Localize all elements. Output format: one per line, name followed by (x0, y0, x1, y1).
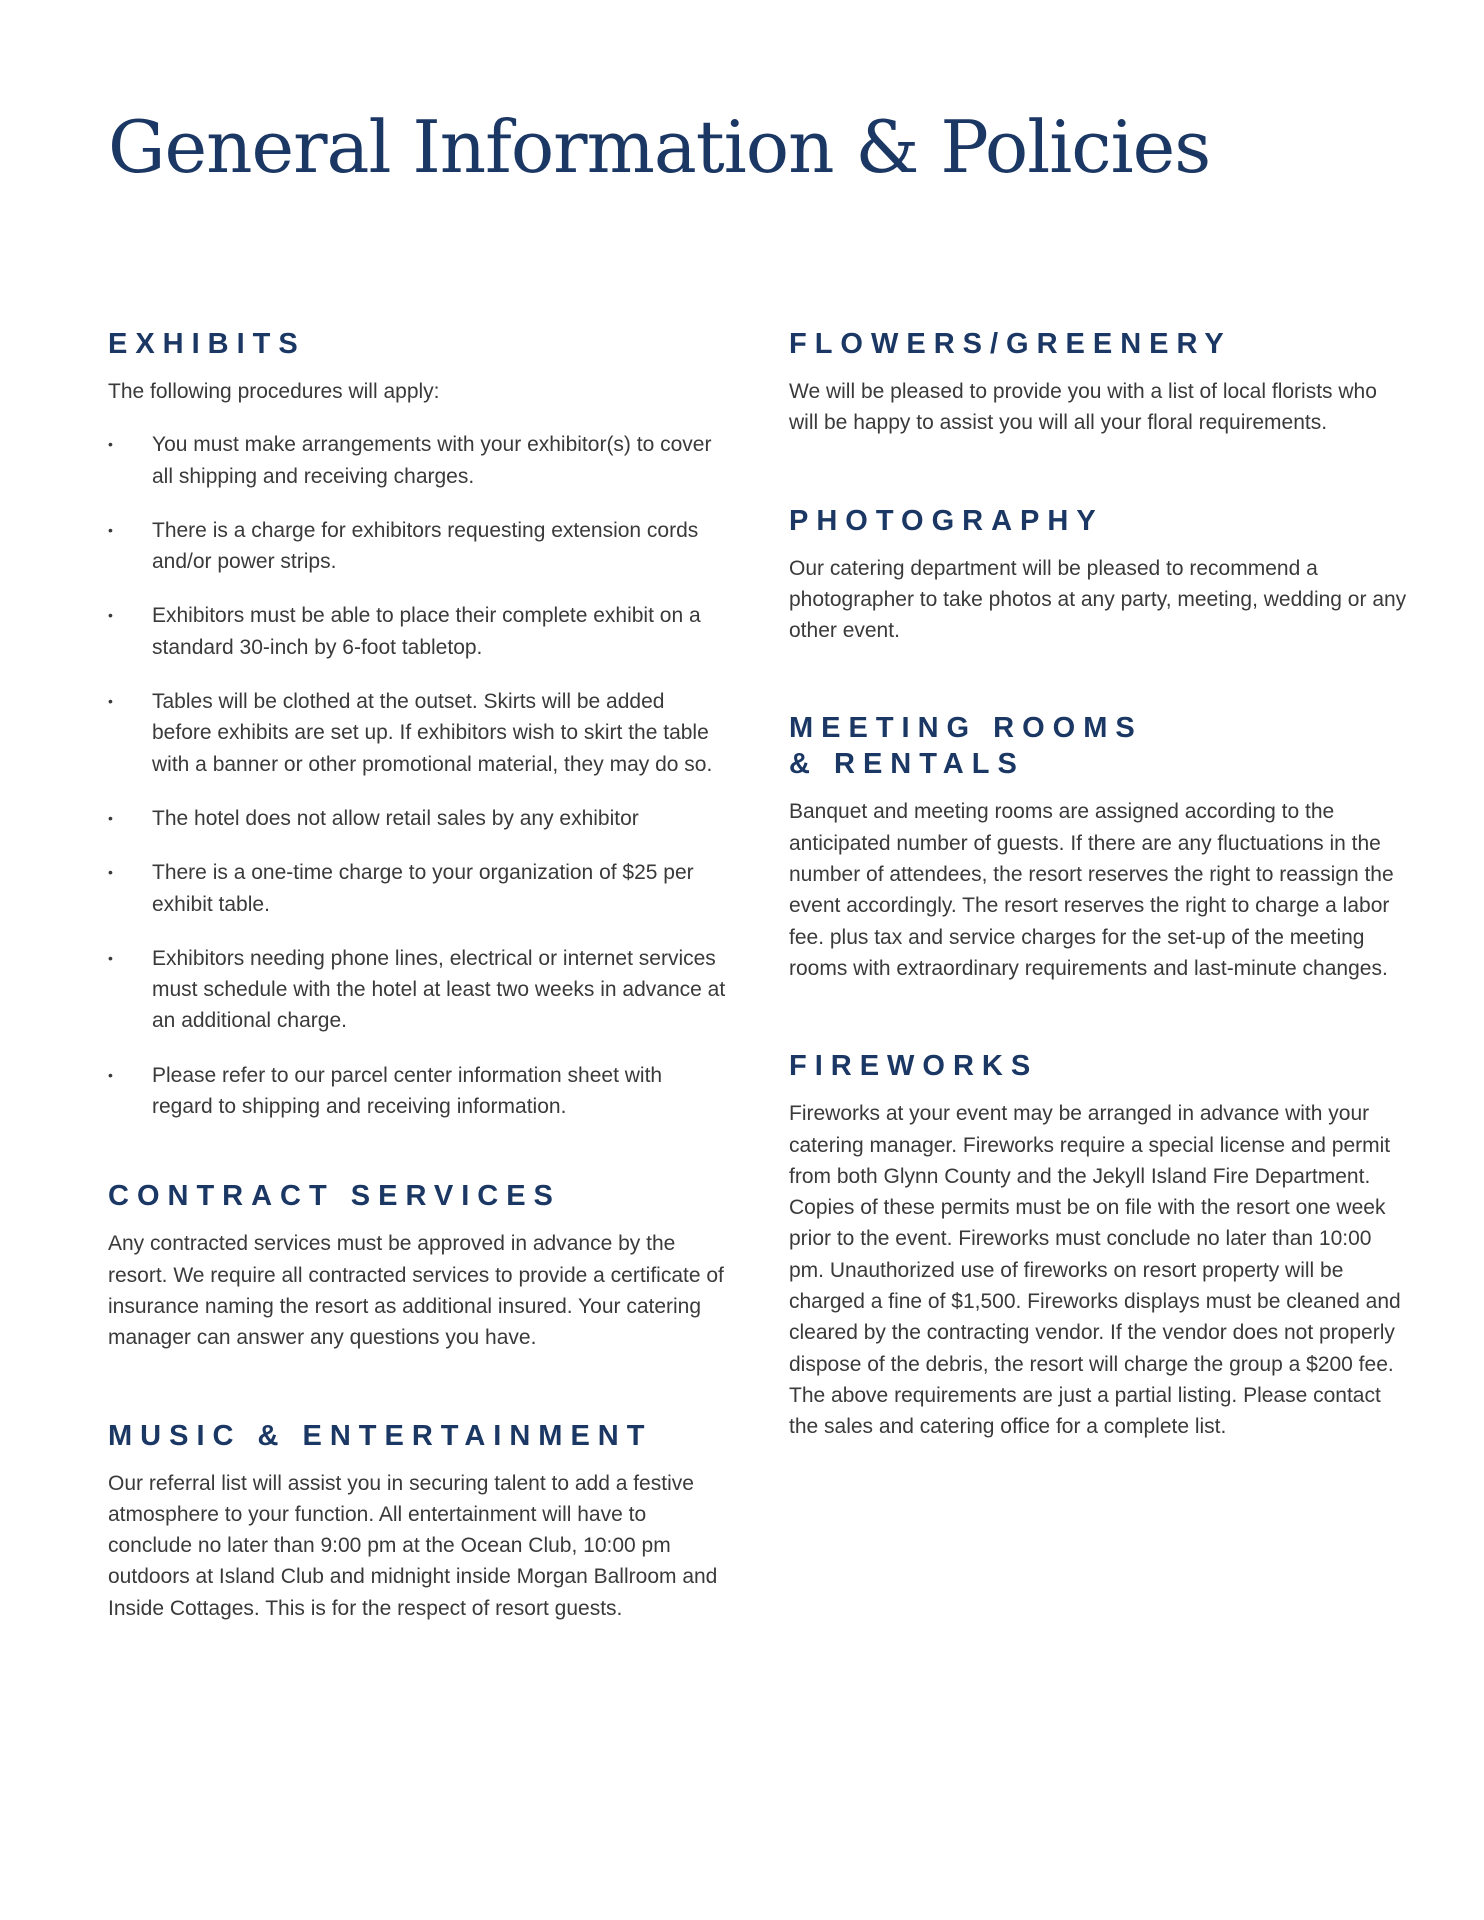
list-item-text: There is a one-time charge to your organization of $25 per exhibit table. (152, 861, 694, 916)
list-item-text: Please refer to our parcel center information sheet with regard to shipping and receiving information. (152, 1063, 663, 1119)
bullet-icon: • (108, 607, 113, 624)
meeting-rooms-heading-line1: MEETING ROOMS (789, 712, 1143, 745)
list-item (108, 1060, 728, 1123)
flowers-body: We will be pleased to provide you with a list of local florists who will be happy to assist you will all your floral requirements. (789, 380, 1377, 435)
fireworks-heading: FIREWORKS (789, 1050, 1039, 1083)
list-item-text: Exhibitors must be able to place their complete exhibit on a standard 30-inch by 6-foot tabletop. (152, 604, 701, 659)
contract-services-body: Any contracted services must be approved in advance by the resort. We require all contracted services to provide a certificate of insurance naming the resort as additional insured. Your catering manager can answer any questions you have. (108, 1232, 724, 1350)
photography-section (789, 503, 1409, 647)
music-entertainment-section (108, 1418, 728, 1624)
photography-heading: PHOTOGRAPHY (789, 504, 1104, 537)
bullet-icon: • (108, 521, 113, 538)
bullet-icon: • (108, 864, 113, 881)
right-column (789, 326, 1409, 1507)
meeting-rooms-section (789, 710, 1409, 984)
list-item (108, 600, 728, 663)
bullet-icon: • (108, 436, 113, 453)
list-item-text: Tables will be clothed at the outset. Skirts will be added before exhibits are set up. If exhibitors wish to skirt the table with a banner or other promotional material, they may do so. (152, 690, 713, 776)
exhibits-section (108, 326, 728, 1122)
exhibits-intro: The following procedures will apply: (108, 380, 440, 403)
music-entertainment-heading: MUSIC & ENTERTAINMENT (108, 1419, 653, 1452)
list-item (108, 943, 728, 1037)
contract-services-heading: CONTRACT SERVICES (108, 1180, 561, 1213)
list-item (108, 429, 728, 492)
fireworks-section (789, 1048, 1409, 1442)
left-column (108, 326, 728, 1688)
bullet-icon: • (108, 693, 113, 710)
photography-body: Our catering department will be pleased to recommend a photographer to take photos at any party, meeting, wedding or any other event. (789, 556, 1407, 643)
list-item-text: The hotel does not allow retail sales by any exhibitor (152, 806, 639, 830)
contract-services-section (108, 1178, 728, 1353)
meeting-rooms-heading-line2: & RENTALS (789, 748, 1025, 781)
meeting-rooms-body: Banquet and meeting rooms are assigned according to the anticipated number of guests. If there are any fluctuations in the number of attendees, the resort reserves the right to reassign the event accordingly. The resort reserves the right to charge a labor fee. plus tax and service charges for the set-up of the meeting rooms with extraordinary requirements and last-minute changes. (789, 800, 1394, 980)
list-item (108, 857, 728, 920)
exhibits-heading: EXHIBITS (108, 328, 306, 360)
flowers-section (789, 326, 1409, 439)
bullet-icon: • (108, 949, 113, 966)
flowers-heading: FLOWERS/GREENERY (789, 328, 1232, 360)
list-item-text: There is a charge for exhibitors requesting extension cords and/or power strips. (152, 518, 699, 574)
list-item-text: You must make arrangements with your exhibitor(s) to cover all shipping and receiving charges. (152, 433, 712, 488)
list-item (108, 803, 728, 834)
bullet-icon: • (108, 809, 113, 826)
list-item (108, 515, 728, 578)
list-item (108, 686, 728, 780)
exhibits-list (108, 429, 728, 1122)
meeting-rooms-heading (789, 710, 1409, 782)
fireworks-body: Fireworks at your event may be arranged in advance with your catering manager. Fireworks require a special license and permit from both Glynn County and the Jekyll Island Fire Department. Copies of these permits must be on file with the resort one week prior to the event. Fireworks must conclude no later than 10:00 pm. Unauthorized use of fireworks on resort property will be charged a fine of $1,500. Fireworks displays must be cleaned and cleared by the contracting vendor. If the vendor does not properly dispose of the debris, the resort will charge the group a $200 fee. The above requirements are just a partial listing. Please contact the sales and catering office for a complete list. (789, 1102, 1401, 1439)
list-item-text: Exhibitors needing phone lines, electrical or internet services must schedule with the hotel at least two weeks in advance at an additional charge. (152, 946, 726, 1033)
music-entertainment-body: Our referral list will assist you in securing talent to add a festive atmosphere to your function. All entertainment will have to conclude no later than 9:00 pm at the Ocean Club, 10:00 pm outdoors at Island Club and midnight inside Morgan Ballroom and Inside Cottages. This is for the respect of resort guests. (108, 1471, 718, 1620)
bullet-icon: • (108, 1066, 113, 1083)
page-title: General Information & Policies (108, 105, 1211, 189)
